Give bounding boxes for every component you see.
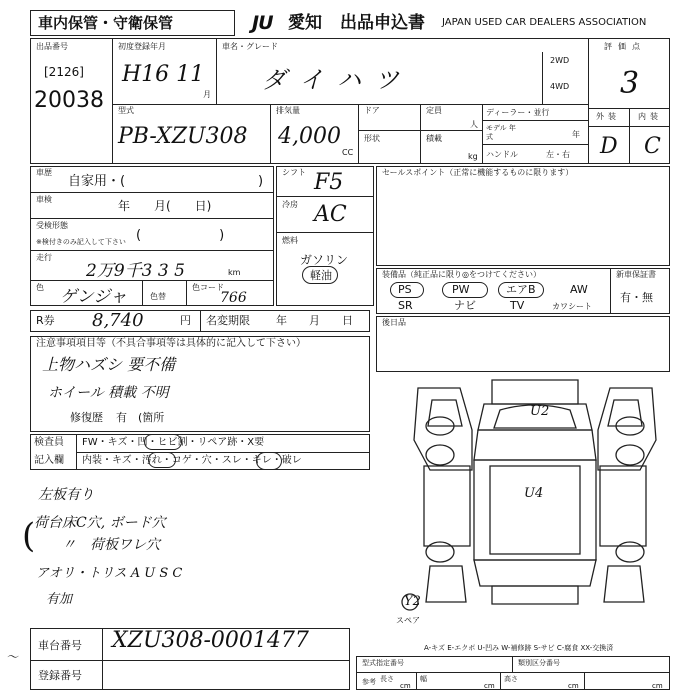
- margin-scribble: 〜: [6, 650, 19, 664]
- car-label: 車名・グレード: [222, 42, 278, 51]
- shift-label: シフト: [282, 168, 306, 177]
- receive-paren: ( ): [136, 228, 225, 243]
- sales-point-box: [376, 166, 670, 266]
- association-name: JAPAN USED CAR DEALERS ASSOCIATION: [442, 17, 647, 28]
- chassis-label: 車台番号: [38, 639, 82, 652]
- receive-label: 受検形態: [36, 221, 68, 230]
- door-label: ドア: [364, 106, 380, 115]
- equip-airbag: エアB: [506, 283, 536, 296]
- color-no-label: 色替: [150, 292, 166, 301]
- equip-pw: PW: [452, 283, 470, 296]
- free-note-3: 〃 荷板ワレ穴: [62, 537, 160, 553]
- notes-line-1: 上物ハズシ 要不備: [42, 355, 176, 374]
- warranty-options: 有・無: [620, 291, 653, 304]
- aftermarket-label: 後日品: [382, 318, 406, 327]
- notes-label: 注意事項項目等（不具合事項等は具体的に記入して下さい）: [36, 338, 306, 349]
- receive-note: ※検付きのみ記入して下さい: [36, 238, 126, 246]
- equipment-label: 装備品（純正品に限り◎をつけてください）: [382, 270, 541, 279]
- mileage-value: 2万9千3 3 5: [86, 261, 185, 281]
- handle-label: ハンドル: [486, 150, 518, 159]
- diagram-mark-mid: U4: [524, 486, 544, 501]
- ext-label: 外装: [596, 112, 620, 121]
- drive-4wd: 4WD: [550, 82, 570, 91]
- lot-bracket: [2126]: [44, 65, 84, 79]
- equip-aw: AW: [570, 283, 588, 296]
- equip-tv: TV: [510, 299, 525, 312]
- color-value: ゲンジャ: [60, 287, 127, 307]
- diagram-mark-top: U2: [530, 404, 550, 419]
- recycle-unit: 円: [180, 314, 191, 327]
- ref-label: 参考: [362, 678, 376, 686]
- handle-options: 左・右: [546, 150, 570, 159]
- disp-label: 排気量: [276, 106, 300, 115]
- checkers-row-2: 内装・キズ・汚れ・コゲ・穴・スレ・キレ・破レ: [82, 455, 302, 466]
- storage-note: 車内保管・守衛保管: [38, 14, 174, 32]
- form-title: 出品申込書: [340, 13, 425, 33]
- repair-label: 修復歴: [70, 411, 103, 424]
- cm-1: cm: [400, 682, 411, 690]
- equip-sr: SR: [398, 299, 413, 312]
- equip-leather: カワシート: [552, 302, 592, 311]
- car-name: ダイハツ: [262, 66, 414, 94]
- model-label: 型式: [118, 106, 134, 115]
- name-change-ymd: 年 月 日: [276, 314, 353, 327]
- ac-value: AC: [314, 202, 347, 227]
- repair-value: 有 (箇所: [116, 411, 165, 424]
- equip-navi: ナビ: [454, 299, 476, 312]
- sales-point-label: セールスポイント（正常に機能するものに限ります）: [382, 168, 574, 177]
- check-circle-scuff: [256, 452, 282, 470]
- notes-line-2: ホイール 積載 不明: [48, 385, 169, 401]
- chassis-value: XZU308-0001477: [112, 628, 309, 653]
- spare-label: スペア: [396, 616, 420, 625]
- mileage-label: 走行: [36, 253, 52, 262]
- model-value: PB-XZU308: [118, 124, 248, 149]
- dealer-label: ディーラー・並行: [486, 108, 550, 117]
- height-label: 高さ: [504, 675, 518, 683]
- disp-unit: CC: [342, 148, 354, 157]
- check-circle-stain: [148, 452, 176, 468]
- history-close: ): [258, 174, 264, 189]
- equip-ps: PS: [398, 283, 412, 296]
- load-unit: kg: [468, 152, 478, 161]
- cm-4: cm: [652, 682, 663, 690]
- drive-2wd: 2WD: [550, 56, 570, 65]
- width-label: 幅: [420, 675, 427, 683]
- checkers-label-2: 記入欄: [34, 455, 64, 466]
- reg-value: H16 11: [122, 62, 205, 87]
- fuel-value: ガソリン: [300, 253, 349, 267]
- damage-legend: A-キズ E-エクボ U-凹み W-補修跡 S-サビ C-腐食 XX-交換済: [424, 644, 614, 652]
- reg-month: 月: [203, 90, 211, 99]
- check-circle-dent: [144, 434, 182, 450]
- recycle-label: R券: [36, 314, 55, 327]
- inspection-ymd: 年 月( 日): [118, 199, 212, 213]
- color-code-value: 766: [220, 290, 247, 306]
- logo-text: JU: [252, 12, 273, 34]
- reg-label: 初度登録年月: [118, 42, 166, 51]
- free-note-bracket: (: [22, 516, 36, 556]
- load-label: 積載: [426, 134, 442, 143]
- model-year-unit: 年: [572, 130, 580, 139]
- cm-3: cm: [568, 682, 579, 690]
- type-label: 型式指定番号: [362, 659, 404, 667]
- history-label: 車歴: [36, 168, 52, 177]
- color-code-label: 色コード: [192, 283, 224, 292]
- int-label: 内装: [638, 112, 662, 121]
- checkers-label-1: 検査員: [34, 437, 64, 448]
- rating-label: 評価点: [604, 42, 646, 51]
- org-name: 愛知: [288, 13, 322, 33]
- cm-2: cm: [484, 682, 495, 690]
- ac-label: 冷房: [282, 200, 298, 209]
- mileage-unit: km: [228, 268, 241, 277]
- registration-label: 登録番号: [38, 669, 82, 682]
- lot-number: 20038: [34, 88, 104, 113]
- disp-value: 4,000: [278, 124, 341, 149]
- aftermarket-box: [376, 316, 670, 372]
- shape-label: 形状: [364, 134, 380, 143]
- model-year-label: モデル 年式: [486, 124, 516, 141]
- free-note-4: アオリ・トリス A U S C: [36, 566, 183, 581]
- lot-label: 出品番号: [36, 42, 68, 51]
- fuel-label: 燃料: [282, 236, 298, 245]
- inspection-label: 車検: [36, 195, 52, 204]
- cap-unit: 人: [470, 120, 478, 129]
- rating-value: 3: [620, 66, 640, 101]
- free-note-1: 左板有り: [38, 487, 94, 503]
- int-grade: C: [644, 134, 661, 159]
- warranty-label: 新車保証書: [616, 270, 656, 279]
- color-label: 色: [36, 283, 44, 292]
- checkers-row-1: FW・キズ・凹・ヒビ割・リペア跡・X要: [82, 437, 265, 448]
- ext-grade: D: [600, 134, 618, 159]
- fuel-alt: 軽油: [310, 269, 332, 282]
- class-label: 類別区分番号: [518, 659, 560, 667]
- spare-mark: Y2: [404, 594, 421, 609]
- free-note-2: 荷台床C穴, ボード穴: [34, 515, 166, 531]
- len-label: 長さ: [380, 675, 394, 683]
- name-change-label: 名変期限: [206, 314, 250, 327]
- ju-logo: [252, 12, 292, 34]
- free-note-5: 有加: [46, 592, 73, 607]
- history-value: 自家用・(: [68, 174, 126, 189]
- recycle-value: 8,740: [92, 310, 144, 331]
- cap-label: 定員: [426, 106, 442, 115]
- shift-value: F5: [314, 170, 344, 195]
